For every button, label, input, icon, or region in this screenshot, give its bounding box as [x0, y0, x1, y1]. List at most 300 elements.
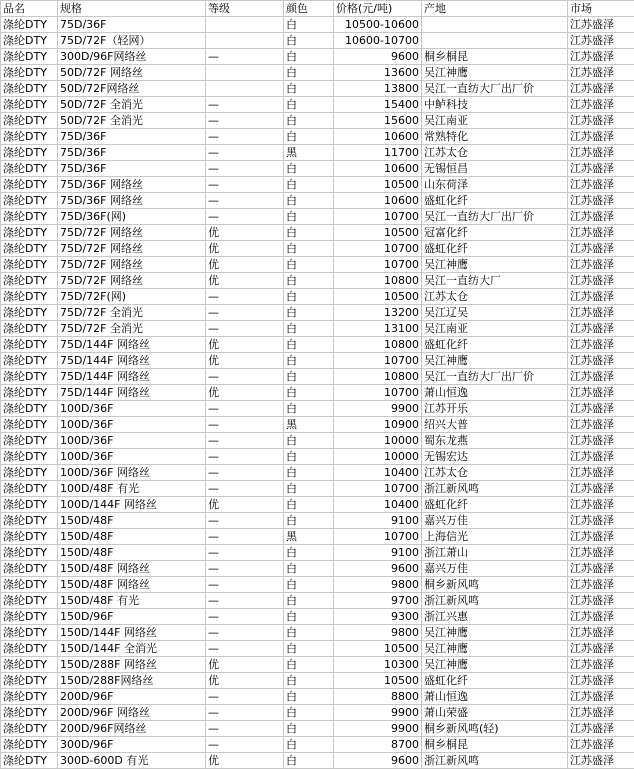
cell-grade[interactable]: — [206, 641, 284, 657]
cell-name[interactable]: 涤纶DTY [1, 673, 58, 689]
cell-grade[interactable]: — [206, 193, 284, 209]
cell-color[interactable]: 白 [284, 593, 334, 609]
cell-price[interactable]: 10300 [334, 657, 422, 673]
cell-grade[interactable]: 优 [206, 257, 284, 273]
cell-grade[interactable]: 优 [206, 225, 284, 241]
header-color[interactable]: 颜色 [284, 1, 334, 17]
cell-grade[interactable]: — [206, 705, 284, 721]
cell-color[interactable]: 白 [284, 353, 334, 369]
cell-market[interactable]: 江苏盛泽 [568, 33, 634, 49]
cell-name[interactable]: 涤纶DTY [1, 609, 58, 625]
cell-origin[interactable]: 山东荷泽 [422, 177, 568, 193]
cell-color[interactable]: 白 [284, 113, 334, 129]
cell-grade[interactable]: 优 [206, 673, 284, 689]
cell-market[interactable]: 江苏盛泽 [568, 449, 634, 465]
cell-spec[interactable]: 75D/72F 全消光 [58, 305, 206, 321]
cell-grade[interactable]: 优 [206, 353, 284, 369]
cell-grade[interactable]: — [206, 177, 284, 193]
cell-spec[interactable]: 150D/288F 网络丝 [58, 657, 206, 673]
cell-price[interactable]: 9800 [334, 625, 422, 641]
cell-market[interactable]: 江苏盛泽 [568, 305, 634, 321]
cell-grade[interactable]: 优 [206, 241, 284, 257]
cell-price[interactable]: 9600 [334, 753, 422, 769]
cell-origin[interactable]: 盛虹化纤 [422, 193, 568, 209]
cell-color[interactable]: 白 [284, 673, 334, 689]
cell-spec[interactable]: 150D/48F [58, 545, 206, 561]
cell-origin[interactable]: 吴江南亚 [422, 321, 568, 337]
cell-color[interactable]: 白 [284, 561, 334, 577]
cell-origin[interactable]: 吴江一直纺大厂出厂价 [422, 81, 568, 97]
cell-grade[interactable]: — [206, 321, 284, 337]
cell-origin[interactable]: 吴江南亚 [422, 113, 568, 129]
cell-origin[interactable]: 上海信光 [422, 529, 568, 545]
cell-price[interactable]: 15600 [334, 113, 422, 129]
header-grade[interactable]: 等级 [206, 1, 284, 17]
cell-name[interactable]: 涤纶DTY [1, 721, 58, 737]
cell-price[interactable]: 10400 [334, 465, 422, 481]
cell-name[interactable]: 涤纶DTY [1, 369, 58, 385]
cell-price[interactable]: 9900 [334, 721, 422, 737]
header-market[interactable]: 市场 [568, 1, 634, 17]
cell-origin[interactable]: 吴江一直纺大厂出厂价 [422, 209, 568, 225]
cell-market[interactable]: 江苏盛泽 [568, 17, 634, 33]
cell-market[interactable]: 江苏盛泽 [568, 81, 634, 97]
cell-market[interactable]: 江苏盛泽 [568, 721, 634, 737]
cell-price[interactable]: 10000 [334, 449, 422, 465]
cell-spec[interactable]: 150D/48F 网络丝 [58, 561, 206, 577]
cell-grade[interactable] [206, 33, 284, 49]
cell-grade[interactable]: — [206, 401, 284, 417]
cell-spec[interactable]: 75D/144F 网络丝 [58, 337, 206, 353]
cell-color[interactable]: 黑 [284, 145, 334, 161]
cell-color[interactable]: 白 [284, 369, 334, 385]
cell-name[interactable]: 涤纶DTY [1, 97, 58, 113]
cell-name[interactable]: 涤纶DTY [1, 241, 58, 257]
cell-grade[interactable]: — [206, 593, 284, 609]
cell-grade[interactable]: — [206, 481, 284, 497]
cell-spec[interactable]: 50D/72F 全消光 [58, 97, 206, 113]
cell-color[interactable]: 白 [284, 33, 334, 49]
cell-market[interactable]: 江苏盛泽 [568, 385, 634, 401]
cell-color[interactable]: 白 [284, 305, 334, 321]
cell-market[interactable]: 江苏盛泽 [568, 209, 634, 225]
cell-grade[interactable]: 优 [206, 657, 284, 673]
cell-color[interactable]: 白 [284, 737, 334, 753]
cell-color[interactable]: 白 [284, 385, 334, 401]
cell-spec[interactable]: 150D/48F 网络丝 [58, 577, 206, 593]
cell-name[interactable]: 涤纶DTY [1, 273, 58, 289]
cell-color[interactable]: 白 [284, 689, 334, 705]
cell-color[interactable]: 白 [284, 241, 334, 257]
cell-market[interactable]: 江苏盛泽 [568, 129, 634, 145]
cell-price[interactable]: 10700 [334, 529, 422, 545]
cell-name[interactable]: 涤纶DTY [1, 289, 58, 305]
cell-grade[interactable]: — [206, 609, 284, 625]
cell-color[interactable]: 白 [284, 641, 334, 657]
cell-color[interactable]: 白 [284, 433, 334, 449]
cell-price[interactable]: 10000 [334, 433, 422, 449]
cell-name[interactable]: 涤纶DTY [1, 305, 58, 321]
cell-origin[interactable]: 吴江神鹰 [422, 641, 568, 657]
cell-color[interactable]: 白 [284, 337, 334, 353]
cell-grade[interactable]: — [206, 513, 284, 529]
cell-market[interactable]: 江苏盛泽 [568, 481, 634, 497]
cell-color[interactable]: 白 [284, 321, 334, 337]
cell-name[interactable]: 涤纶DTY [1, 33, 58, 49]
cell-grade[interactable]: 优 [206, 753, 284, 769]
cell-grade[interactable]: — [206, 625, 284, 641]
cell-color[interactable]: 白 [284, 449, 334, 465]
cell-market[interactable]: 江苏盛泽 [568, 689, 634, 705]
cell-price[interactable]: 10700 [334, 257, 422, 273]
cell-market[interactable]: 江苏盛泽 [568, 417, 634, 433]
cell-origin[interactable]: 盛虹化纤 [422, 337, 568, 353]
cell-color[interactable]: 白 [284, 609, 334, 625]
cell-market[interactable]: 江苏盛泽 [568, 753, 634, 769]
cell-color[interactable]: 白 [284, 209, 334, 225]
cell-grade[interactable]: — [206, 577, 284, 593]
cell-color[interactable]: 白 [284, 401, 334, 417]
cell-price[interactable]: 10700 [334, 481, 422, 497]
cell-origin[interactable]: 江苏开乐 [422, 401, 568, 417]
cell-price[interactable]: 10500 [334, 641, 422, 657]
cell-origin[interactable]: 桐乡桐昆 [422, 737, 568, 753]
cell-spec[interactable]: 150D/144F 网络丝 [58, 625, 206, 641]
cell-origin[interactable]: 绍兴大普 [422, 417, 568, 433]
cell-color[interactable]: 白 [284, 17, 334, 33]
cell-spec[interactable]: 75D/36F(网) [58, 209, 206, 225]
cell-name[interactable]: 涤纶DTY [1, 689, 58, 705]
cell-color[interactable]: 白 [284, 545, 334, 561]
cell-origin[interactable]: 盛虹化纤 [422, 673, 568, 689]
cell-name[interactable]: 涤纶DTY [1, 433, 58, 449]
cell-market[interactable]: 江苏盛泽 [568, 625, 634, 641]
cell-grade[interactable]: — [206, 305, 284, 321]
cell-spec[interactable]: 50D/72F 网络丝 [58, 65, 206, 81]
cell-origin[interactable]: 无锡宏达 [422, 449, 568, 465]
cell-origin[interactable]: 桐乡新风鸣(轻) [422, 721, 568, 737]
cell-market[interactable]: 江苏盛泽 [568, 353, 634, 369]
cell-color[interactable]: 白 [284, 513, 334, 529]
cell-name[interactable]: 涤纶DTY [1, 513, 58, 529]
cell-grade[interactable]: — [206, 721, 284, 737]
cell-color[interactable]: 白 [284, 705, 334, 721]
cell-name[interactable]: 涤纶DTY [1, 657, 58, 673]
cell-market[interactable]: 江苏盛泽 [568, 145, 634, 161]
cell-price[interactable]: 13600 [334, 65, 422, 81]
cell-name[interactable]: 涤纶DTY [1, 177, 58, 193]
cell-name[interactable]: 涤纶DTY [1, 209, 58, 225]
cell-market[interactable]: 江苏盛泽 [568, 161, 634, 177]
cell-origin[interactable]: 无锡恒昌 [422, 161, 568, 177]
cell-color[interactable]: 白 [284, 97, 334, 113]
cell-color[interactable]: 白 [284, 49, 334, 65]
cell-spec[interactable]: 75D/72F 网络丝 [58, 241, 206, 257]
cell-spec[interactable]: 75D/36F [58, 145, 206, 161]
cell-price[interactable]: 13800 [334, 81, 422, 97]
cell-market[interactable]: 江苏盛泽 [568, 177, 634, 193]
cell-color[interactable]: 白 [284, 161, 334, 177]
cell-price[interactable]: 13100 [334, 321, 422, 337]
cell-origin[interactable]: 浙江新风鸣 [422, 593, 568, 609]
cell-color[interactable]: 白 [284, 177, 334, 193]
cell-name[interactable]: 涤纶DTY [1, 145, 58, 161]
cell-market[interactable]: 江苏盛泽 [568, 545, 634, 561]
cell-origin[interactable]: 浙江萧山 [422, 545, 568, 561]
cell-color[interactable]: 白 [284, 753, 334, 769]
cell-color[interactable]: 白 [284, 481, 334, 497]
cell-price[interactable]: 11700 [334, 145, 422, 161]
cell-spec[interactable]: 200D/96F网络丝 [58, 721, 206, 737]
cell-name[interactable]: 涤纶DTY [1, 81, 58, 97]
cell-price[interactable]: 10900 [334, 417, 422, 433]
cell-color[interactable]: 白 [284, 721, 334, 737]
cell-spec[interactable]: 75D/72F 网络丝 [58, 257, 206, 273]
cell-spec[interactable]: 75D/72F 网络丝 [58, 225, 206, 241]
cell-name[interactable]: 涤纶DTY [1, 593, 58, 609]
cell-market[interactable]: 江苏盛泽 [568, 97, 634, 113]
header-name[interactable]: 品名 [1, 1, 58, 17]
cell-market[interactable]: 江苏盛泽 [568, 257, 634, 273]
cell-name[interactable]: 涤纶DTY [1, 257, 58, 273]
cell-origin[interactable]: 桐乡桐昆 [422, 49, 568, 65]
cell-origin[interactable]: 浙江兴惠 [422, 609, 568, 625]
cell-price[interactable]: 10700 [334, 209, 422, 225]
cell-origin[interactable]: 江苏太仓 [422, 289, 568, 305]
cell-spec[interactable]: 100D/36F [58, 401, 206, 417]
cell-spec[interactable]: 150D/288F网络丝 [58, 673, 206, 689]
cell-origin[interactable]: 浙江新风鸣 [422, 753, 568, 769]
cell-grade[interactable]: — [206, 529, 284, 545]
cell-spec[interactable]: 75D/36F [58, 129, 206, 145]
cell-origin[interactable]: 吴江神鹰 [422, 625, 568, 641]
cell-origin[interactable]: 浙江新风鸣 [422, 481, 568, 497]
cell-origin[interactable]: 萧山荣盛 [422, 705, 568, 721]
cell-name[interactable]: 涤纶DTY [1, 385, 58, 401]
cell-spec[interactable]: 75D/72F(网) [58, 289, 206, 305]
cell-name[interactable]: 涤纶DTY [1, 417, 58, 433]
cell-price[interactable]: 9600 [334, 561, 422, 577]
cell-price[interactable]: 9700 [334, 593, 422, 609]
cell-grade[interactable]: — [206, 449, 284, 465]
cell-spec[interactable]: 75D/72F（轻网） [58, 33, 206, 49]
cell-price[interactable]: 10500-10600 [334, 17, 422, 33]
cell-grade[interactable]: — [206, 369, 284, 385]
cell-origin[interactable]: 江苏太仓 [422, 465, 568, 481]
cell-color[interactable]: 白 [284, 65, 334, 81]
cell-origin[interactable]: 吴江一直纺大厂出厂价 [422, 369, 568, 385]
cell-color[interactable]: 白 [284, 497, 334, 513]
cell-color[interactable]: 白 [284, 225, 334, 241]
cell-color[interactable]: 白 [284, 625, 334, 641]
cell-market[interactable]: 江苏盛泽 [568, 465, 634, 481]
cell-name[interactable]: 涤纶DTY [1, 753, 58, 769]
cell-name[interactable]: 涤纶DTY [1, 545, 58, 561]
cell-color[interactable]: 白 [284, 257, 334, 273]
cell-name[interactable]: 涤纶DTY [1, 737, 58, 753]
cell-price[interactable]: 10800 [334, 337, 422, 353]
cell-market[interactable]: 江苏盛泽 [568, 497, 634, 513]
cell-grade[interactable]: — [206, 417, 284, 433]
cell-market[interactable]: 江苏盛泽 [568, 241, 634, 257]
cell-origin[interactable]: 江苏太仓 [422, 145, 568, 161]
cell-origin[interactable] [422, 17, 568, 33]
cell-price[interactable]: 10500 [334, 177, 422, 193]
cell-name[interactable]: 涤纶DTY [1, 529, 58, 545]
cell-origin[interactable]: 嘉兴万佳 [422, 513, 568, 529]
cell-price[interactable]: 10600 [334, 193, 422, 209]
cell-name[interactable]: 涤纶DTY [1, 337, 58, 353]
header-origin[interactable]: 产地 [422, 1, 568, 17]
cell-market[interactable]: 江苏盛泽 [568, 561, 634, 577]
cell-market[interactable]: 江苏盛泽 [568, 193, 634, 209]
cell-spec[interactable]: 100D/144F 网络丝 [58, 497, 206, 513]
cell-spec[interactable]: 100D/36F [58, 433, 206, 449]
cell-price[interactable]: 8700 [334, 737, 422, 753]
cell-market[interactable]: 江苏盛泽 [568, 673, 634, 689]
cell-spec[interactable]: 200D/96F 网络丝 [58, 705, 206, 721]
cell-spec[interactable]: 150D/48F [58, 529, 206, 545]
cell-origin[interactable]: 萧山恒逸 [422, 689, 568, 705]
cell-price[interactable]: 10400 [334, 497, 422, 513]
cell-grade[interactable]: — [206, 145, 284, 161]
cell-grade[interactable]: — [206, 129, 284, 145]
cell-grade[interactable]: 优 [206, 385, 284, 401]
cell-grade[interactable] [206, 65, 284, 81]
cell-grade[interactable]: — [206, 737, 284, 753]
cell-market[interactable]: 江苏盛泽 [568, 289, 634, 305]
cell-spec[interactable]: 75D/144F 网络丝 [58, 385, 206, 401]
cell-grade[interactable]: 优 [206, 273, 284, 289]
cell-spec[interactable]: 75D/36F 网络丝 [58, 177, 206, 193]
cell-origin[interactable]: 蜀东龙燕 [422, 433, 568, 449]
cell-price[interactable]: 10700 [334, 385, 422, 401]
cell-color[interactable]: 黑 [284, 529, 334, 545]
cell-market[interactable]: 江苏盛泽 [568, 321, 634, 337]
cell-name[interactable]: 涤纶DTY [1, 65, 58, 81]
cell-spec[interactable]: 75D/36F 网络丝 [58, 193, 206, 209]
cell-price[interactable]: 9100 [334, 513, 422, 529]
cell-price[interactable]: 10600-10700 [334, 33, 422, 49]
cell-price[interactable]: 9900 [334, 401, 422, 417]
cell-name[interactable]: 涤纶DTY [1, 449, 58, 465]
cell-market[interactable]: 江苏盛泽 [568, 225, 634, 241]
cell-grade[interactable]: — [206, 209, 284, 225]
cell-price[interactable]: 8800 [334, 689, 422, 705]
cell-name[interactable]: 涤纶DTY [1, 497, 58, 513]
cell-origin[interactable]: 桐乡新风鸣 [422, 577, 568, 593]
cell-price[interactable]: 13200 [334, 305, 422, 321]
cell-origin[interactable]: 吴江神鹰 [422, 657, 568, 673]
cell-spec[interactable]: 75D/144F 网络丝 [58, 369, 206, 385]
cell-grade[interactable]: — [206, 465, 284, 481]
cell-grade[interactable]: — [206, 289, 284, 305]
cell-origin[interactable]: 吴江神鹰 [422, 65, 568, 81]
cell-spec[interactable]: 75D/144F 网络丝 [58, 353, 206, 369]
cell-grade[interactable]: — [206, 49, 284, 65]
cell-grade[interactable]: 优 [206, 337, 284, 353]
cell-name[interactable]: 涤纶DTY [1, 17, 58, 33]
cell-grade[interactable] [206, 17, 284, 33]
cell-market[interactable]: 江苏盛泽 [568, 593, 634, 609]
cell-origin[interactable] [422, 33, 568, 49]
cell-spec[interactable]: 75D/72F 网络丝 [58, 273, 206, 289]
cell-name[interactable]: 涤纶DTY [1, 705, 58, 721]
cell-spec[interactable]: 150D/48F 有光 [58, 593, 206, 609]
cell-market[interactable]: 江苏盛泽 [568, 609, 634, 625]
cell-price[interactable]: 9900 [334, 705, 422, 721]
cell-name[interactable]: 涤纶DTY [1, 49, 58, 65]
cell-color[interactable]: 白 [284, 577, 334, 593]
cell-price[interactable]: 10500 [334, 225, 422, 241]
cell-price[interactable]: 10600 [334, 129, 422, 145]
cell-price[interactable]: 10600 [334, 161, 422, 177]
cell-origin[interactable]: 盛虹化纤 [422, 497, 568, 513]
cell-market[interactable]: 江苏盛泽 [568, 337, 634, 353]
cell-name[interactable]: 涤纶DTY [1, 465, 58, 481]
cell-spec[interactable]: 50D/72F 全消光 [58, 113, 206, 129]
cell-grade[interactable]: — [206, 433, 284, 449]
cell-name[interactable]: 涤纶DTY [1, 401, 58, 417]
cell-price[interactable]: 10700 [334, 353, 422, 369]
cell-market[interactable]: 江苏盛泽 [568, 273, 634, 289]
cell-name[interactable]: 涤纶DTY [1, 129, 58, 145]
cell-name[interactable]: 涤纶DTY [1, 193, 58, 209]
cell-origin[interactable]: 萧山恒逸 [422, 385, 568, 401]
cell-origin[interactable]: 吴江神鹰 [422, 353, 568, 369]
cell-market[interactable]: 江苏盛泽 [568, 737, 634, 753]
cell-price[interactable]: 9600 [334, 49, 422, 65]
cell-price[interactable]: 10500 [334, 673, 422, 689]
cell-spec[interactable]: 300D-600D 有光 [58, 753, 206, 769]
cell-color[interactable]: 白 [284, 273, 334, 289]
cell-spec[interactable]: 75D/72F 全消光 [58, 321, 206, 337]
cell-spec[interactable]: 100D/48F 有光 [58, 481, 206, 497]
cell-price[interactable]: 10800 [334, 273, 422, 289]
cell-origin[interactable]: 常熟特化 [422, 129, 568, 145]
cell-price[interactable]: 15400 [334, 97, 422, 113]
cell-spec[interactable]: 75D/36F [58, 161, 206, 177]
cell-spec[interactable]: 150D/48F [58, 513, 206, 529]
cell-market[interactable]: 江苏盛泽 [568, 401, 634, 417]
cell-color[interactable]: 白 [284, 465, 334, 481]
cell-color[interactable]: 白 [284, 193, 334, 209]
cell-name[interactable]: 涤纶DTY [1, 353, 58, 369]
cell-origin[interactable]: 嘉兴万佳 [422, 561, 568, 577]
cell-price[interactable]: 10800 [334, 369, 422, 385]
cell-spec[interactable]: 100D/36F 网络丝 [58, 465, 206, 481]
header-price[interactable]: 价格(元/吨) [334, 1, 422, 17]
cell-spec[interactable]: 150D/96F [58, 609, 206, 625]
cell-origin[interactable]: 吴江辽吴 [422, 305, 568, 321]
cell-color[interactable]: 白 [284, 129, 334, 145]
cell-name[interactable]: 涤纶DTY [1, 641, 58, 657]
cell-grade[interactable]: — [206, 161, 284, 177]
cell-price[interactable]: 9300 [334, 609, 422, 625]
cell-name[interactable]: 涤纶DTY [1, 321, 58, 337]
cell-spec[interactable]: 75D/36F [58, 17, 206, 33]
cell-spec[interactable]: 300D/96F网络丝 [58, 49, 206, 65]
cell-name[interactable]: 涤纶DTY [1, 225, 58, 241]
cell-origin[interactable]: 盛虹化纤 [422, 241, 568, 257]
cell-grade[interactable] [206, 81, 284, 97]
cell-color[interactable]: 黑 [284, 417, 334, 433]
cell-market[interactable]: 江苏盛泽 [568, 641, 634, 657]
cell-color[interactable]: 白 [284, 81, 334, 97]
cell-grade[interactable]: 优 [206, 497, 284, 513]
cell-spec[interactable]: 50D/72F网络丝 [58, 81, 206, 97]
header-spec[interactable]: 规格 [58, 1, 206, 17]
